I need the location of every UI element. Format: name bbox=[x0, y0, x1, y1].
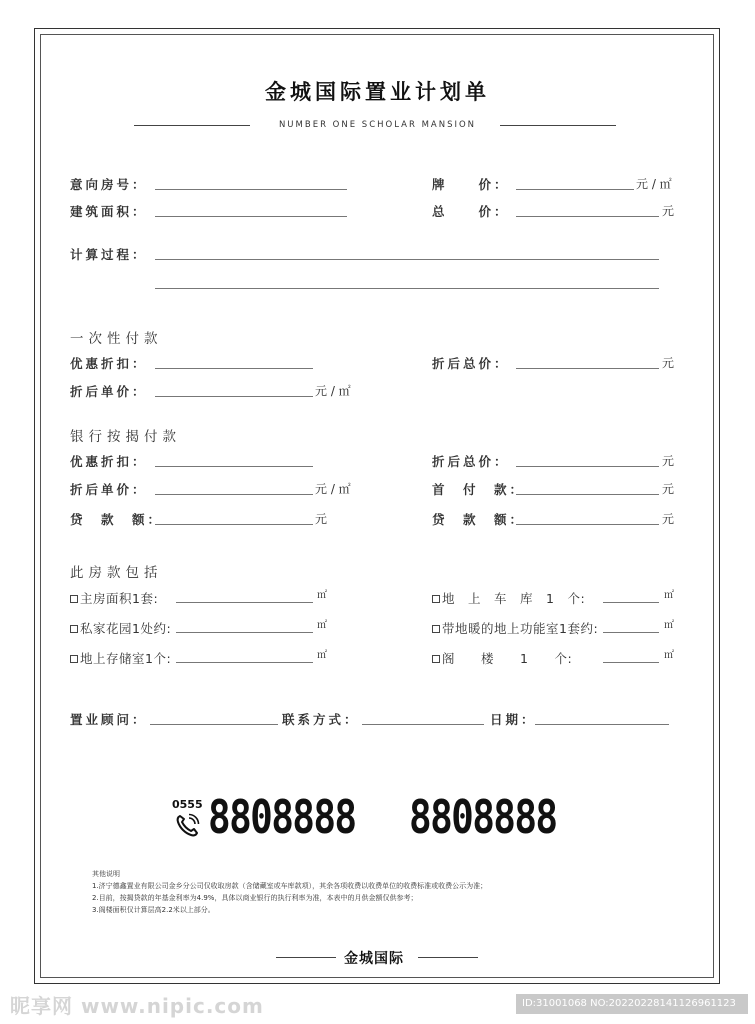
calc-field-2[interactable] bbox=[155, 288, 659, 289]
garden-checkbox[interactable] bbox=[70, 625, 78, 633]
include-garage bbox=[432, 589, 585, 607]
attic-field[interactable] bbox=[603, 662, 659, 663]
area-label: 建筑面积： bbox=[70, 204, 148, 219]
attic-label: 阁 楼 1 个: bbox=[442, 651, 573, 666]
one-time-discount-field[interactable] bbox=[155, 368, 313, 369]
mortgage-total-field[interactable] bbox=[516, 466, 659, 467]
garage-unit: ㎡ bbox=[664, 590, 674, 601]
loan-field-2[interactable] bbox=[516, 524, 659, 525]
watermark-id: ID:31001068 NO:20220228141126961123 bbox=[516, 994, 748, 1014]
storage-checkbox[interactable] bbox=[70, 655, 78, 663]
date-label: 日期： bbox=[490, 712, 537, 727]
one-time-total-label: 折后总价： bbox=[432, 356, 510, 371]
notes-line-1: 1.济宁德鑫置业有限公司金乡分公司仅收取房款（含储藏室或车库款项），其余各项收费以收费单位的收费标准或收费公示为准； bbox=[92, 882, 488, 890]
consultant-label: 置业顾问： bbox=[70, 712, 148, 727]
loan-unit-2: 元 bbox=[662, 512, 675, 526]
down-payment-unit: 元 bbox=[662, 482, 675, 496]
attic-unit: ㎡ bbox=[664, 650, 674, 661]
loan-unit: 元 bbox=[315, 512, 328, 526]
notes-line-3: 3.阁楼面积仅计算层高2.2米以上部分。 bbox=[92, 906, 215, 914]
down-payment-field[interactable] bbox=[516, 494, 659, 495]
garage-field[interactable] bbox=[603, 602, 659, 603]
calc-field-1[interactable] bbox=[155, 259, 659, 260]
subtitle-rule-right bbox=[500, 125, 616, 126]
calc-label: 计算过程： bbox=[70, 247, 148, 262]
heated-room-field[interactable] bbox=[603, 632, 659, 633]
garden-field[interactable] bbox=[176, 632, 313, 633]
area-field[interactable] bbox=[155, 216, 347, 217]
page-title: 金城国际置业计划单 bbox=[265, 79, 490, 104]
one-time-heading: 一次性付款 bbox=[70, 331, 163, 347]
garage-label: 地 上 车 库 1 个: bbox=[442, 591, 586, 606]
down-payment-label: 首 付 款： bbox=[432, 482, 526, 497]
loan-label-2: 贷 款 额： bbox=[432, 512, 526, 527]
attic-checkbox[interactable] bbox=[432, 655, 440, 663]
one-time-unit-price-unit: 元 / ㎡ bbox=[315, 384, 351, 398]
one-time-discount-label: 优惠折扣： bbox=[70, 356, 148, 371]
main-area-field[interactable] bbox=[176, 602, 313, 603]
consultant-field[interactable] bbox=[150, 724, 278, 725]
total-price-label: 总 价： bbox=[432, 204, 510, 219]
include-main-area bbox=[70, 589, 158, 607]
one-time-unit-price-label: 折后单价： bbox=[70, 384, 148, 399]
mortgage-unit-price-unit: 元 / ㎡ bbox=[315, 482, 351, 496]
watermark-site: 昵享网 www.nipic.com bbox=[10, 994, 264, 1018]
contact-label: 联系方式： bbox=[282, 712, 360, 727]
notes-block bbox=[92, 868, 487, 916]
mortgage-total-label: 折后总价： bbox=[432, 454, 510, 469]
mortgage-discount-label: 优惠折扣： bbox=[70, 454, 148, 469]
garden-label: 私家花园1处约: bbox=[80, 621, 172, 636]
brand-logo: 金城国际 bbox=[344, 951, 404, 967]
mortgage-discount-field[interactable] bbox=[155, 466, 313, 467]
one-time-unit-price-field[interactable] bbox=[155, 396, 313, 397]
main-area-label: 主房面积1套: bbox=[80, 591, 159, 606]
date-field[interactable] bbox=[535, 724, 669, 725]
heated-room-checkbox[interactable] bbox=[432, 625, 440, 633]
mortgage-heading: 银行按揭付款 bbox=[70, 429, 181, 445]
include-attic bbox=[432, 649, 572, 667]
mortgage-unit-price-label: 折后单价： bbox=[70, 482, 148, 497]
notes-line-2: 2.目前，按揭贷款的年基金利率为4.9%，具体以商业银行的执行利率为准，本表中的月供金额仅供参考； bbox=[92, 894, 418, 902]
room-no-field[interactable] bbox=[155, 189, 347, 190]
room-no-label: 意向房号： bbox=[70, 177, 148, 192]
list-price-field[interactable] bbox=[516, 189, 634, 190]
phone-number-1: 8808888 bbox=[208, 790, 356, 844]
list-price-unit: 元 / ㎡ bbox=[636, 177, 672, 191]
heated-room-label: 带地暖的地上功能室1套约: bbox=[442, 621, 599, 636]
total-price-field[interactable] bbox=[516, 216, 659, 217]
mortgage-total-unit: 元 bbox=[662, 454, 675, 468]
include-storage bbox=[70, 649, 171, 667]
includes-heading: 此房款包括 bbox=[70, 565, 163, 581]
notes-title: 其他说明 bbox=[92, 870, 120, 878]
garage-checkbox[interactable] bbox=[432, 595, 440, 603]
page-subtitle: NUMBER ONE SCHOLAR MANSION bbox=[278, 120, 477, 130]
include-heated-room bbox=[432, 619, 598, 637]
brand-rule-left bbox=[276, 957, 336, 958]
main-area-checkbox[interactable] bbox=[70, 595, 78, 603]
phone-number-2: 8808888 bbox=[409, 790, 557, 844]
garden-unit: ㎡ bbox=[317, 620, 327, 631]
area-code: 0555 bbox=[172, 798, 203, 811]
storage-unit: ㎡ bbox=[317, 650, 327, 661]
main-area-unit: ㎡ bbox=[317, 590, 327, 601]
storage-label: 地上存储室1个: bbox=[80, 651, 172, 666]
one-time-total-field[interactable] bbox=[516, 368, 659, 369]
loan-field[interactable] bbox=[155, 524, 313, 525]
loan-label: 贷 款 额： bbox=[70, 512, 164, 527]
list-price-label: 牌 价： bbox=[432, 177, 510, 192]
phone-icon bbox=[174, 813, 200, 843]
contact-field[interactable] bbox=[362, 724, 484, 725]
mortgage-unit-price-field[interactable] bbox=[155, 494, 313, 495]
storage-field[interactable] bbox=[176, 662, 313, 663]
brand-rule-right bbox=[418, 957, 478, 958]
total-price-unit: 元 bbox=[662, 204, 675, 218]
one-time-total-unit: 元 bbox=[662, 356, 675, 370]
heated-room-unit: ㎡ bbox=[664, 620, 674, 631]
include-garden bbox=[70, 619, 171, 637]
